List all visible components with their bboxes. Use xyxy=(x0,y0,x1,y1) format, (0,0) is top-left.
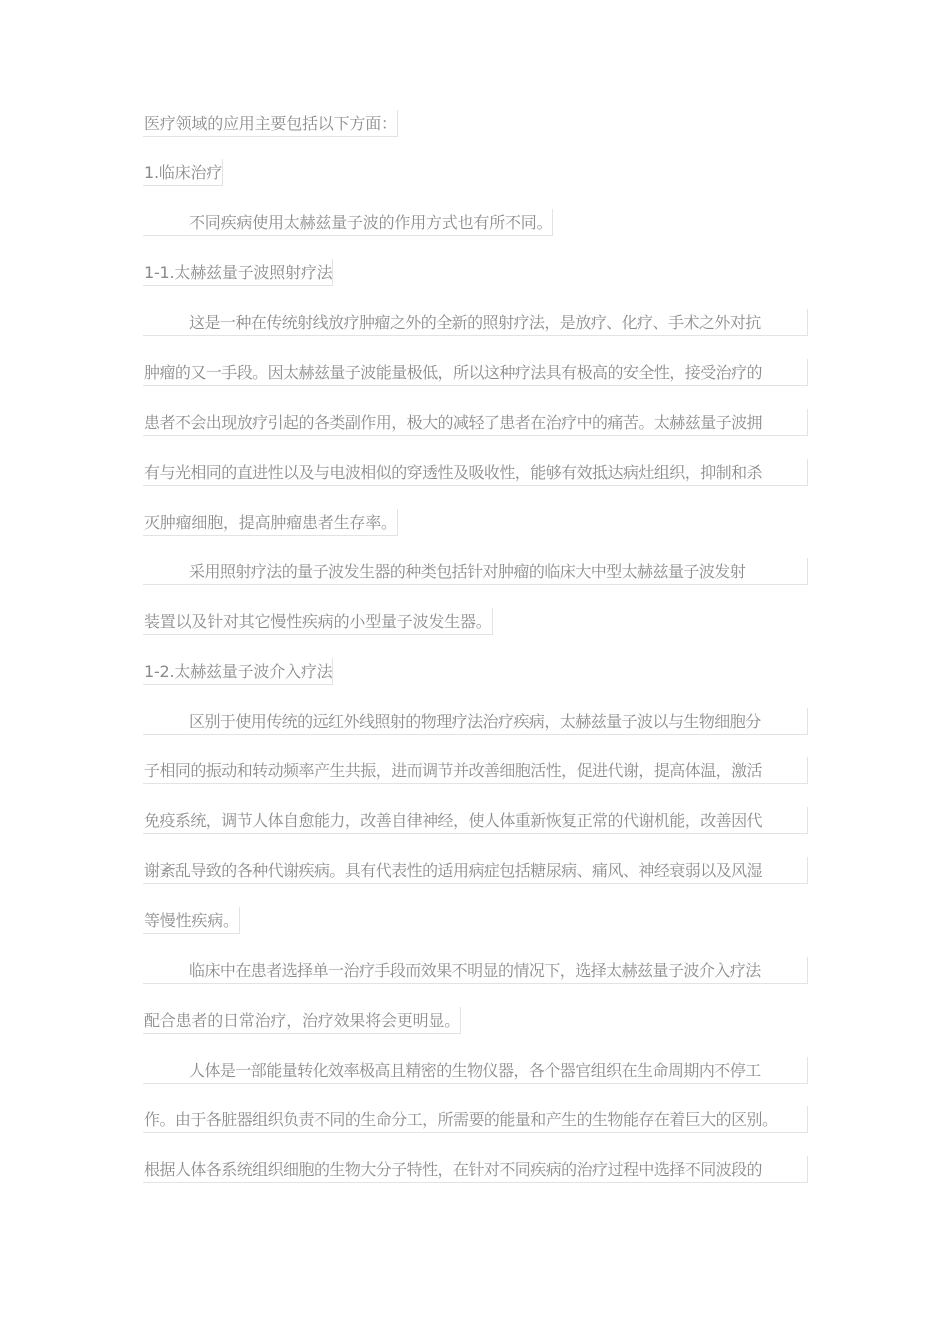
paragraph-line: 这是一种在传统射线放疗肿瘤之外的全新的照射疗法，是放疗、化疗、手术之外对抗 xyxy=(143,309,808,336)
paragraph-line: 谢紊乱导致的各种代谢疾病。具有代表性的适用病症包括糖尿病、痛风、神经衰弱以及风湿 xyxy=(143,857,808,884)
paragraph-line: 有与光相同的直进性以及与电波相似的穿透性及吸收性，能够有效抵达病灶组织，抑制和杀 xyxy=(143,459,808,486)
paragraph-line: 人体是一部能量转化效率极高且精密的生物仪器，各个器官组织在生命周期内不停工 xyxy=(143,1057,808,1084)
paragraph-line: 肿瘤的又一手段。因太赫兹量子波能量极低，所以这种疗法具有极高的安全性，接受治疗的 xyxy=(143,359,808,386)
paragraph-line: 免疫系统，调节人体自愈能力，改善自律神经，使人体重新恢复正常的代谢机能，改善因代 xyxy=(143,807,808,834)
paragraph-line: 灭肿瘤细胞，提高肿瘤患者生存率。 xyxy=(143,509,398,536)
paragraph-line: 区别于使用传统的远红外线照射的物理疗法治疗疾病，太赫兹量子波以与生物细胞分 xyxy=(143,708,808,735)
heading-irradiation-therapy: 1-1.太赫兹量子波照射疗法 xyxy=(143,259,333,286)
paragraph-line: 装置以及针对其它慢性疾病的小型量子波发生器。 xyxy=(143,608,493,635)
paragraph-line: 配合患者的日常治疗，治疗效果将会更明显。 xyxy=(143,1007,461,1034)
paragraph-line: 作。由于各脏器组织负责不同的生命分工，所需要的能量和产生的生物能存在着巨大的区别。 xyxy=(143,1106,808,1133)
paragraph-line: 采用照射疗法的量子波发生器的种类包括针对肿瘤的临床大中型太赫兹量子波发射 xyxy=(143,558,808,585)
heading-clinical-treatment: 1.临床治疗 xyxy=(143,159,223,186)
paragraph-line: 子相同的振动和转动频率产生共振，进而调节并改善细胞活性，促进代谢，提高体温，激活 xyxy=(143,757,808,784)
heading-intervention-therapy: 1-2.太赫兹量子波介入疗法 xyxy=(143,658,333,685)
paragraph-line: 等慢性疾病。 xyxy=(143,907,240,934)
paragraph-line: 临床中在患者选择单一治疗手段而效果不明显的情况下，选择太赫兹量子波介入疗法 xyxy=(143,957,808,984)
paragraph-line: 不同疾病使用太赫兹量子波的作用方式也有所不同。 xyxy=(143,209,553,236)
section-intro: 医疗领域的应用主要包括以下方面： xyxy=(143,110,398,137)
paragraph-line: 患者不会出现放疗引起的各类副作用，极大的减轻了患者在治疗中的痛苦。太赫兹量子波拥 xyxy=(143,409,808,436)
paragraph-line: 根据人体各系统组织细胞的生物大分子特性，在针对不同疾病的治疗过程中选择不同波段的 xyxy=(143,1156,808,1183)
